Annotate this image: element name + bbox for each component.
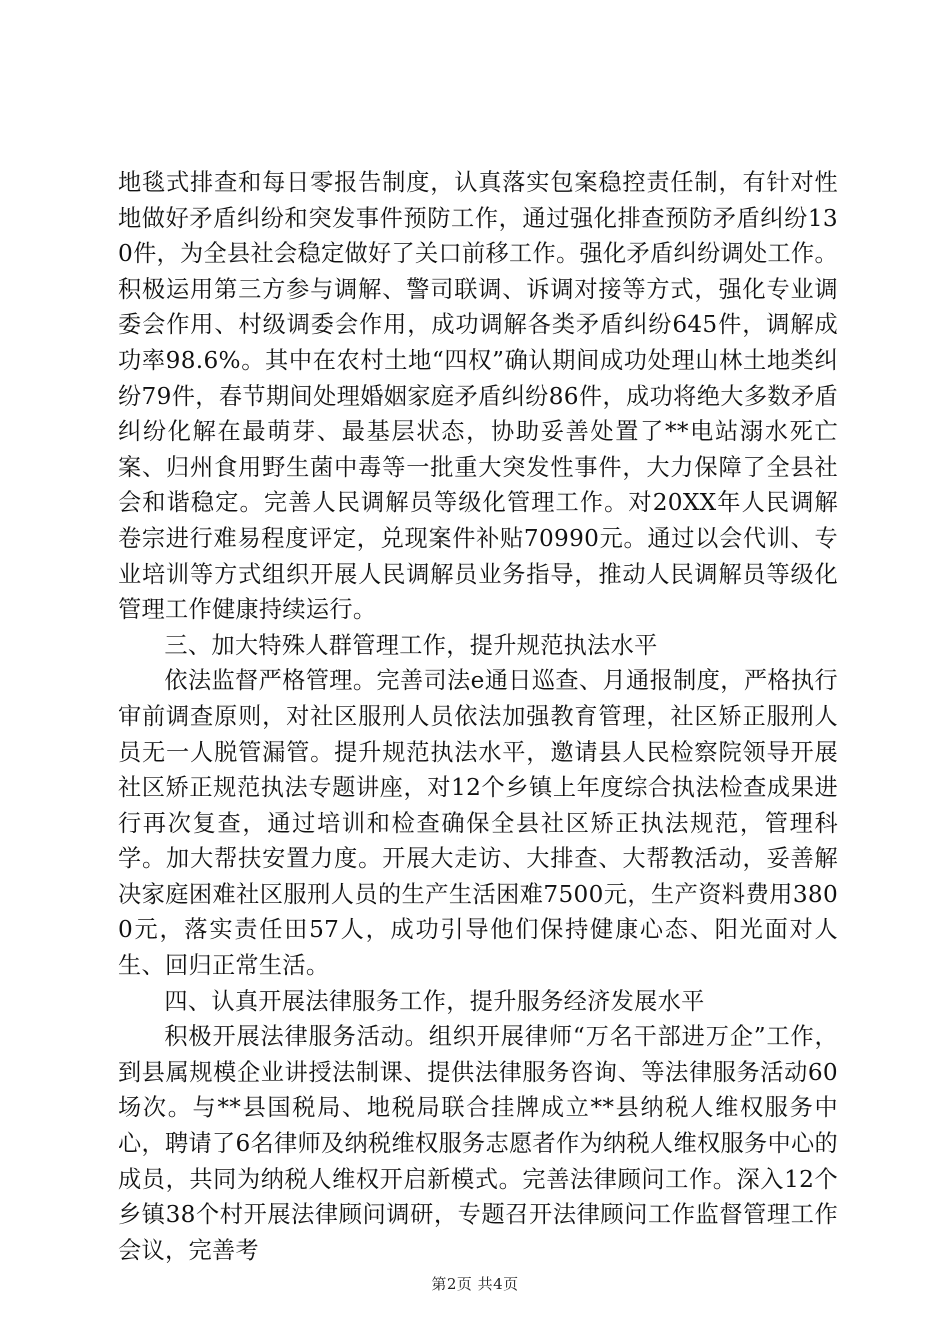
paragraph-supervision: 依法监督严格管理。完善司法e通日巡查、月通报制度，严格执行审前调查原则，对社区服刑人员依法加强教育管理，社区矫正服刑人员无一人脱管漏管。提升规范执法水平，邀请县人民检察院领导开展社区矫正规范执法专题讲座，对12个乡镇上年度综合执法检查成果进行再次复查，通过培训和检查确保全县社区矫正执法规范，管理科学。加大帮扶安置力度。开展大走访、大排查、大帮教活动，妥善解决家庭困难社区服刑人员的生产生活困难7500元，生产资料费用3800元，落实责任田57人，成功引导他们保持健康心态、阳光面对人生、回归正常生活。 — [118, 667, 838, 980]
page-footer: 第2页 共4页 — [431, 1275, 519, 1293]
paragraph-continued: 地毯式排查和每日零报告制度，认真落实包案稳控责任制，有针对性地做好矛盾纠纷和突发事件预防工作，通过强化排查预防矛盾纠纷130件，为全县社会稳定做好了关口前移工作。强化矛盾纠纷调处工作。积极运用第三方参与调解、警司联调、诉调对接等方式，强化专业调委会作用、村级调委会作用，成功调解各类矛盾纠纷645件，调解成功率98.6%。其中在农村土地“四权”确认期间成功处理山林土地类纠纷79件，春节期间处理婚姻家庭矛盾纠纷86件，成功将绝大多数矛盾纠纷化解在最萌芽、最基层状态，协助妥善处置了**电站溺水死亡案、归州食用野生菌中毒等一批重大突发性事件，大力保障了全县社会和谐稳定。完善人民调解员等级化管理工作。对20XX年人民调解卷宗进行难易程度评定，兑现案件补贴70990元。通过以会代训、专业培训等方式组织开展人民调解员业务指导，推动人民调解员等级化管理工作健康持续运行。 — [118, 169, 838, 624]
section-heading-4: 四、认真开展法律服务工作，提升服务经济发展水平 — [164, 987, 705, 1015]
section-heading-3: 三、加大特殊人群管理工作，提升规范执法水平 — [164, 631, 658, 659]
paragraph-legal-services: 积极开展法律服务活动。组织开展律师“万名干部进万企”工作，到县属规模企业讲授法制课、提供法律服务咨询、等法律服务活动60场次。与**县国税局、地税局联合挂牌成立**县纳税人维权服务中心，聘请了6名律师及纳税维权服务志愿者作为纳税人维权服务中心的成员，共同为纳税人维权开启新模式。完善法律顾问工作。深入12个乡镇38个村开展法律顾问调研，专题召开法律顾问工作监督管理工作会议，完善考 — [118, 1023, 838, 1264]
document-body — [118, 165, 838, 1268]
